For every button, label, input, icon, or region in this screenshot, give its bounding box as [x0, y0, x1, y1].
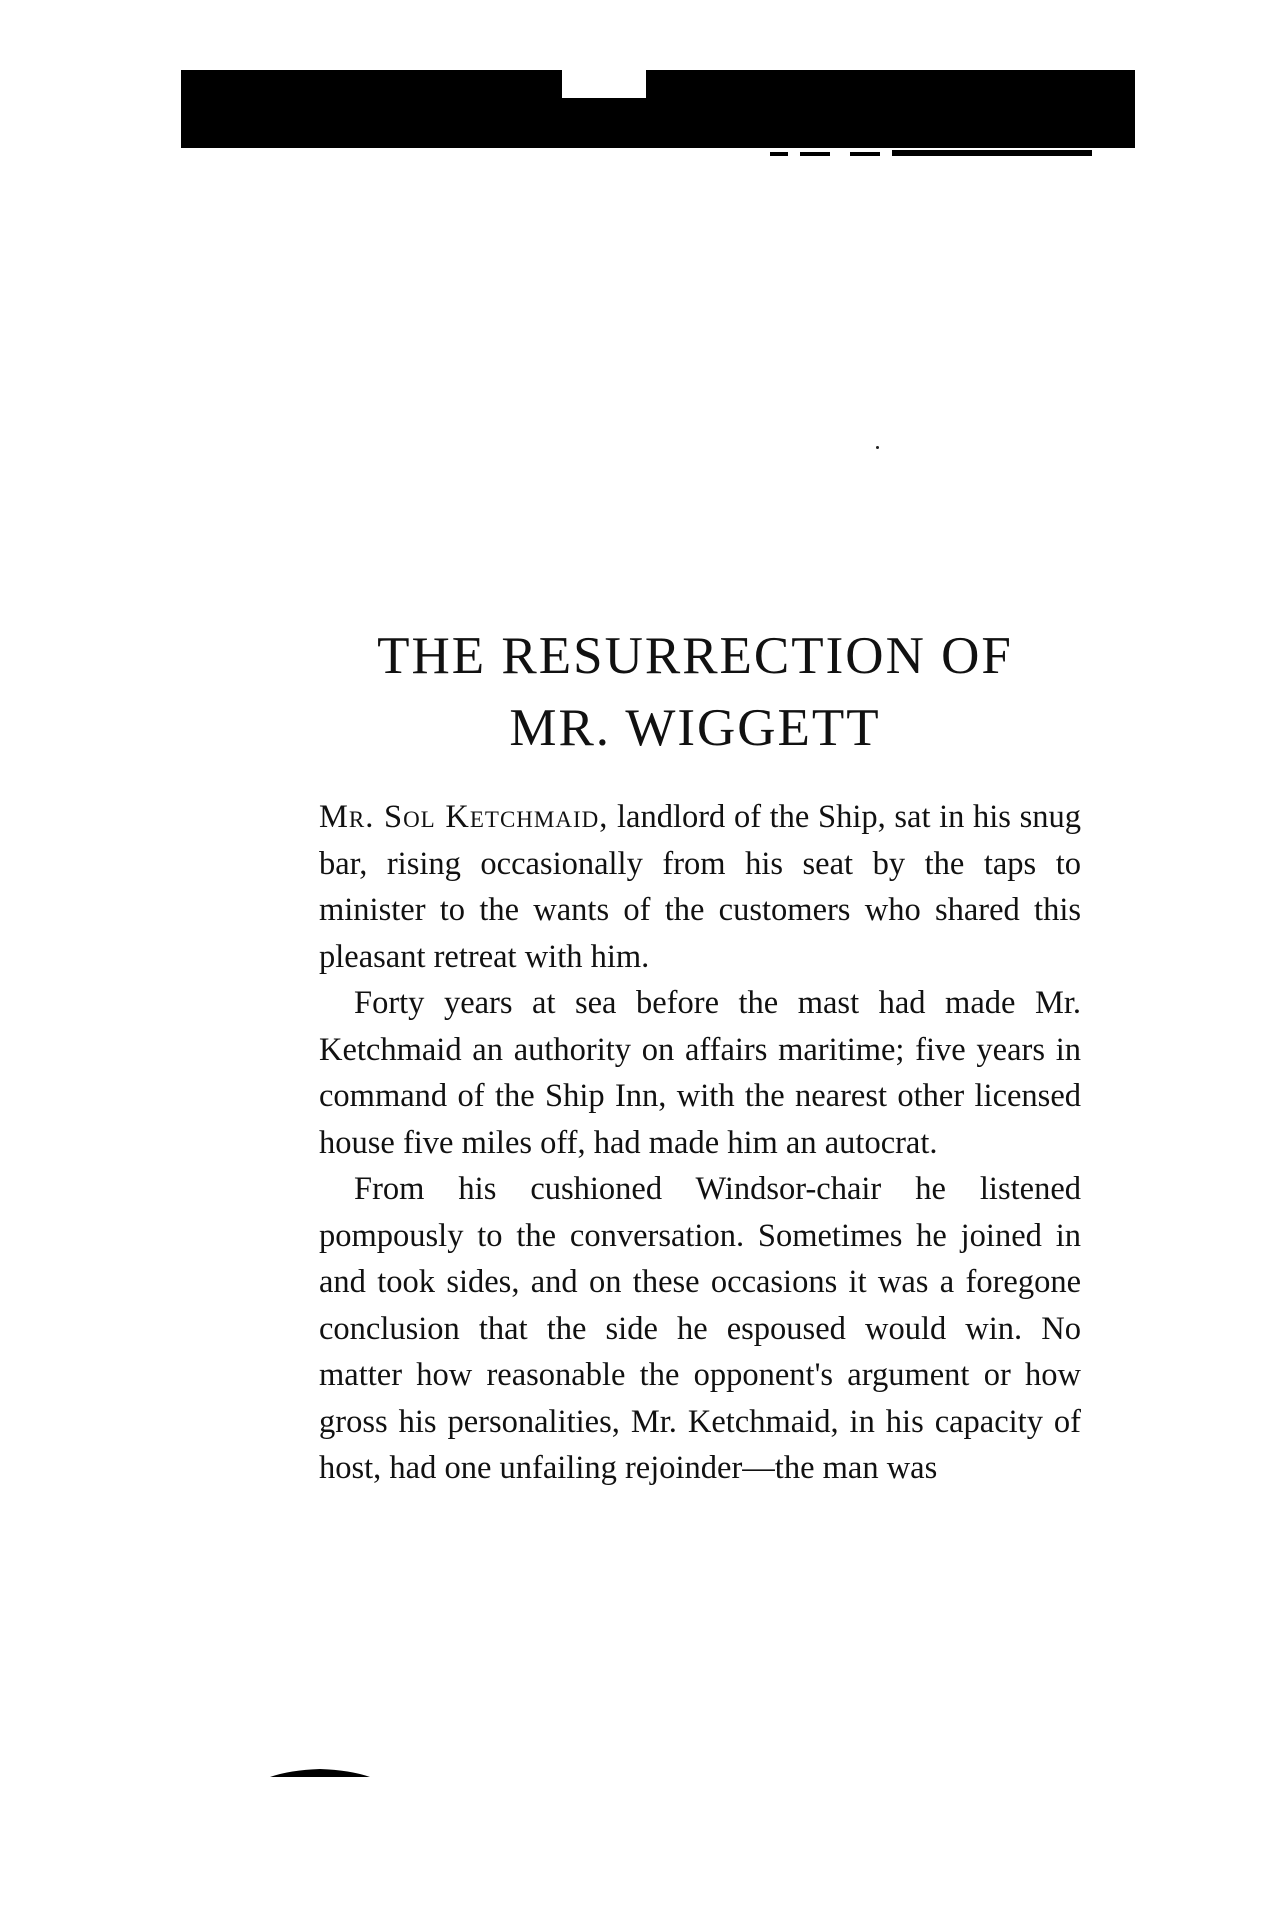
opening-smallcaps: Mr. Sol Ketchmaid,	[319, 799, 609, 835]
header-dash-4	[892, 150, 1092, 156]
body-text	[319, 794, 1081, 1492]
chapter-title-line-1: THE RESURRECTION OF	[377, 627, 1013, 685]
paragraph-1	[319, 794, 1081, 980]
header-black-bar	[181, 70, 1135, 148]
chapter-title	[300, 620, 1090, 764]
paragraph-2: Forty years at sea before the mast had made Mr. Ketchmaid an authority on affairs maritime; five years in command of the Ship Inn, with the nearest other licensed house five miles off, had made him an autocrat.	[319, 985, 1081, 1161]
header-dash-3	[850, 152, 880, 156]
header-bar-notch	[562, 70, 646, 98]
chapter-title-line-2: MR. WIGGETT	[509, 699, 881, 757]
paragraph-1-text: landlord of the Ship, sat in his snug bar, rising occasionally from his seat by the taps to minister to the wants of the customers who shared this pleasant retreat with him.	[319, 799, 1081, 975]
header-dash-2	[800, 152, 830, 156]
ink-speck	[876, 446, 879, 449]
ink-smudge-mark	[270, 1768, 370, 1778]
header-dash-1	[770, 152, 788, 156]
paragraph-3: From his cushioned Windsor-chair he listened pompously to the conversation. Sometimes he joined in and took sides, and on these occasions it was a foregone conclusion that the side he espoused would win. No matter how reasonable the opponent's argument or how gross his personalities, Mr. Ketchmaid, in his capacity of host, had one unfailing rejoinder—the man was	[319, 1171, 1081, 1486]
